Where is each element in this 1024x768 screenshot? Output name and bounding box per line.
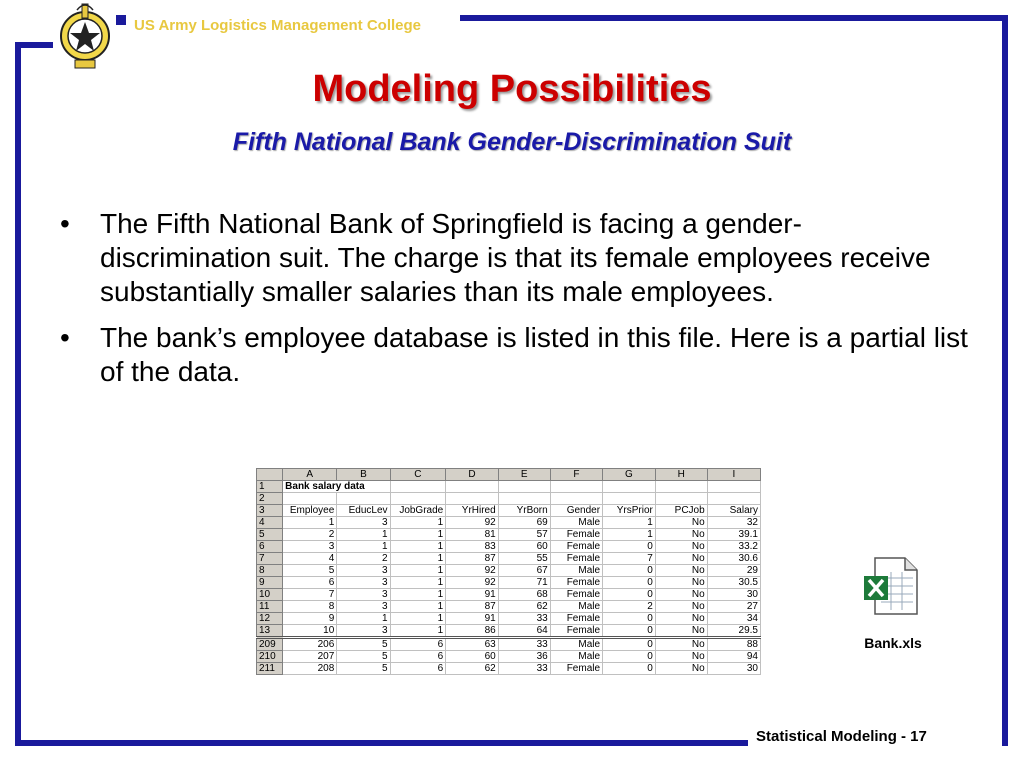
table-row [257,505,761,517]
data-cell: 3 [337,589,390,601]
row-number: 7 [257,553,283,565]
data-cell: 33.2 [707,541,760,553]
table-row [257,553,761,565]
data-cell: 30.6 [707,553,760,565]
column-header: F [550,469,602,481]
table-row [257,493,761,505]
data-cell: 7 [603,553,656,565]
row-number: 4 [257,517,283,529]
data-cell: 86 [446,625,498,638]
data-cell: 0 [603,589,656,601]
data-cell: 4 [283,553,337,565]
column-name-cell: EducLev [337,505,390,517]
data-cell: No [655,625,707,638]
row-number: 5 [257,529,283,541]
row-number: 210 [257,651,283,663]
data-cell: 8 [283,601,337,613]
data-cell: Female [550,529,602,541]
data-cell: Female [550,577,602,589]
data-cell: 1 [603,517,656,529]
data-cell: Female [550,589,602,601]
data-cell: 1 [390,613,446,625]
empty-cell [707,481,760,493]
data-cell: 30.5 [707,577,760,589]
data-cell: 3 [337,625,390,638]
bullet-list [60,207,970,401]
data-cell: 3 [283,541,337,553]
data-cell: 33 [498,613,550,625]
empty-cell [550,493,602,505]
data-cell: 5 [337,651,390,663]
column-header: G [603,469,656,481]
table-row [257,663,761,675]
data-cell: 39.1 [707,529,760,541]
data-cell: 1 [390,577,446,589]
slide-subtitle: Fifth National Bank Gender-Discrimination Suit [232,128,792,156]
slide-footer: Statistical Modeling - 17 [752,728,931,745]
data-cell: 3 [337,565,390,577]
data-cell: Female [550,625,602,638]
data-cell: No [655,517,707,529]
data-cell: 10 [283,625,337,638]
data-cell: 60 [498,541,550,553]
row-number: 12 [257,613,283,625]
data-cell: No [655,651,707,663]
data-cell: 71 [498,577,550,589]
data-cell: 3 [337,517,390,529]
table-row [257,625,761,638]
data-cell: 1 [337,541,390,553]
empty-cell [337,493,390,505]
data-cell: 6 [390,651,446,663]
data-cell: 1 [390,517,446,529]
column-header: A [283,469,337,481]
data-cell: 55 [498,553,550,565]
data-cell: 1 [337,529,390,541]
data-cell: 92 [446,565,498,577]
table-row [257,529,761,541]
data-cell: 34 [707,613,760,625]
data-cell: 5 [337,638,390,651]
table-row [257,481,761,493]
column-name-cell: YrHired [446,505,498,517]
data-cell: 29 [707,565,760,577]
data-cell: 91 [446,589,498,601]
data-cell: 91 [446,613,498,625]
data-cell: Male [550,651,602,663]
data-cell: 1 [390,541,446,553]
data-cell: 207 [283,651,337,663]
data-cell: 1 [337,613,390,625]
data-cell: 5 [283,565,337,577]
data-cell: 87 [446,553,498,565]
row-number: 209 [257,638,283,651]
data-cell: 30 [707,589,760,601]
empty-cell [446,481,498,493]
empty-cell [390,481,446,493]
empty-cell [550,481,602,493]
data-cell: Male [550,565,602,577]
data-cell: 33 [498,663,550,675]
data-cell: 7 [283,589,337,601]
row-number: 10 [257,589,283,601]
table-row [257,577,761,589]
data-cell: 6 [390,638,446,651]
empty-cell [446,493,498,505]
table-row [257,638,761,651]
column-header [257,469,283,481]
row-number: 1 [257,481,283,493]
data-cell: No [655,577,707,589]
data-cell: Male [550,601,602,613]
frame-bottom-bar [15,740,748,746]
empty-cell [603,481,656,493]
data-cell: 94 [707,651,760,663]
data-cell: 1 [390,601,446,613]
column-header: B [337,469,390,481]
bullet-text: The Fifth National Bank of Springfield is facing a gender-discrimination suit. The charge is that its female employees receive substantially smaller salaries than its male employees. [100,208,931,307]
row-number: 6 [257,541,283,553]
data-cell: 92 [446,577,498,589]
data-cell: 0 [603,663,656,675]
column-header: H [655,469,707,481]
data-cell: 57 [498,529,550,541]
column-header: C [390,469,446,481]
empty-cell [655,493,707,505]
data-cell: 0 [603,638,656,651]
data-cell: 87 [446,601,498,613]
data-cell: 68 [498,589,550,601]
data-cell: 36 [498,651,550,663]
column-name-cell: YrsPrior [603,505,656,517]
data-cell: 1 [283,517,337,529]
data-cell: No [655,663,707,675]
empty-cell [655,481,707,493]
row-number: 9 [257,577,283,589]
data-cell: Female [550,553,602,565]
data-cell: 206 [283,638,337,651]
data-cell: 2 [603,601,656,613]
empty-cell [603,493,656,505]
college-name: US Army Logistics Management College [130,17,425,34]
slide-title: Modeling Possibilities [312,68,712,110]
column-header: D [446,469,498,481]
data-cell: 1 [390,589,446,601]
spreadsheet-excerpt [256,468,761,713]
row-number: 2 [257,493,283,505]
column-name-cell: Employee [283,505,337,517]
column-name-cell: JobGrade [390,505,446,517]
sheet-title-cell: Bank salary data [283,481,390,493]
data-cell: No [655,553,707,565]
table-row [257,541,761,553]
data-cell: 33 [498,638,550,651]
data-cell: 0 [603,625,656,638]
data-cell: 3 [337,601,390,613]
row-number: 3 [257,505,283,517]
data-cell: 0 [603,565,656,577]
data-cell: 9 [283,613,337,625]
data-cell: 60 [446,651,498,663]
data-cell: 62 [498,601,550,613]
table-row [257,613,761,625]
data-cell: 1 [390,529,446,541]
row-number: 8 [257,565,283,577]
table-row [257,565,761,577]
data-cell: 2 [283,529,337,541]
data-cell: 63 [446,638,498,651]
frame-right-bar [1002,15,1008,746]
column-header: I [707,469,760,481]
bullet-item [60,321,970,389]
data-cell: 2 [337,553,390,565]
college-crest-logo [55,2,115,70]
data-cell: 88 [707,638,760,651]
file-label: Bank.xls [864,635,922,651]
data-cell: 64 [498,625,550,638]
data-cell: Male [550,638,602,651]
row-number: 211 [257,663,283,675]
data-cell: No [655,589,707,601]
data-cell: Male [550,517,602,529]
row-number: 13 [257,625,283,638]
data-cell: Female [550,613,602,625]
data-cell: No [655,565,707,577]
data-cell: 5 [337,663,390,675]
data-cell: 30 [707,663,760,675]
frame-left-top-bar [15,42,53,48]
data-cell: 6 [390,663,446,675]
data-cell: 62 [446,663,498,675]
data-cell: 1 [390,553,446,565]
data-cell: 0 [603,613,656,625]
table-row [257,651,761,663]
excel-file-icon[interactable] [861,556,923,618]
row-number: 11 [257,601,283,613]
data-cell: 0 [603,651,656,663]
empty-cell [283,493,337,505]
frame-corner-square [116,15,126,25]
data-cell: No [655,601,707,613]
column-name-cell: YrBorn [498,505,550,517]
data-cell: 69 [498,517,550,529]
data-cell: No [655,541,707,553]
bullet-dot: • [60,208,70,239]
data-cell: 0 [603,577,656,589]
frame-top-bar [460,15,1008,21]
data-cell: Female [550,663,602,675]
spreadsheet-table [256,468,761,675]
data-cell: 81 [446,529,498,541]
data-cell: 92 [446,517,498,529]
data-cell: 208 [283,663,337,675]
empty-cell [707,493,760,505]
data-cell: 29.5 [707,625,760,638]
empty-cell [390,493,446,505]
column-header: E [498,469,550,481]
bullet-text: The bank’s employee database is listed in this file. Here is a partial list of the data. [100,322,968,387]
data-cell: 67 [498,565,550,577]
bullet-dot: • [60,322,70,353]
table-row [257,601,761,613]
column-name-cell: Salary [707,505,760,517]
data-cell: 27 [707,601,760,613]
data-cell: No [655,613,707,625]
column-name-cell: PCJob [655,505,707,517]
data-cell: No [655,529,707,541]
data-cell: 3 [337,577,390,589]
data-cell: 32 [707,517,760,529]
data-cell: 1 [603,529,656,541]
data-cell: Female [550,541,602,553]
data-cell: 1 [390,565,446,577]
data-cell: No [655,638,707,651]
empty-cell [498,493,550,505]
column-name-cell: Gender [550,505,602,517]
bullet-item [60,207,970,309]
data-cell: 6 [283,577,337,589]
empty-cell [498,481,550,493]
table-row [257,589,761,601]
data-cell: 83 [446,541,498,553]
table-row [257,517,761,529]
data-cell: 0 [603,541,656,553]
data-cell: 1 [390,625,446,638]
